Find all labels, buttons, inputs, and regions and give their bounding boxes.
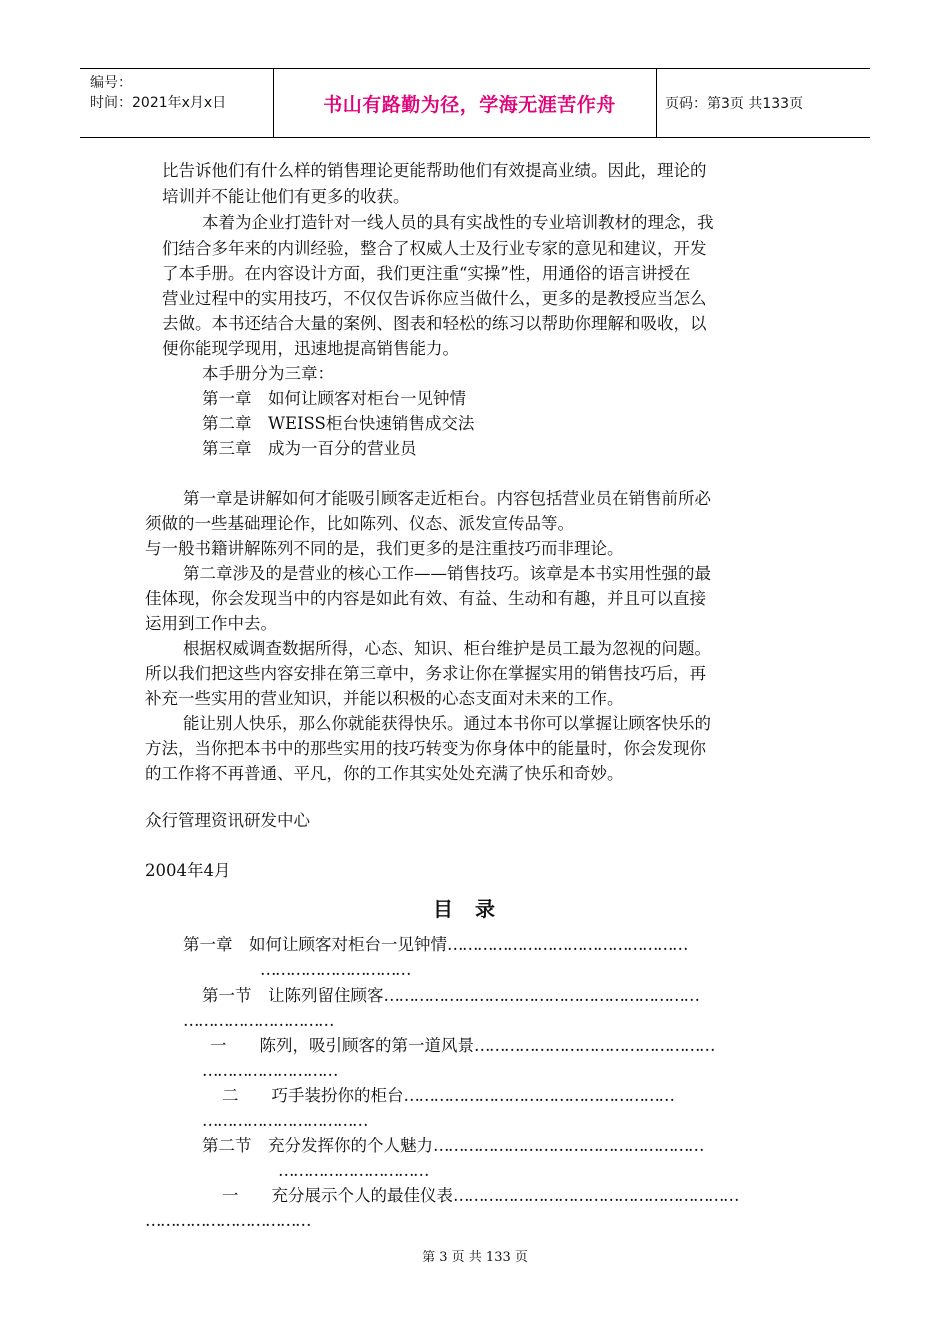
toc-entry-label: 第一章 如何让顾客对柜台一见钟情	[183, 935, 447, 954]
body-line: 第二章涉及的是营业的核心工作——销售技巧。该章是本书实用性强的最	[183, 564, 711, 583]
body-line: 们结合多年来的内训经验，整合了权威人士及行业专家的意见和建议，开发	[162, 239, 707, 258]
header-divider	[273, 69, 274, 137]
toc-leader: ……………………………	[145, 1211, 310, 1230]
page-header	[80, 68, 870, 138]
header-page-info: 页码：第3页 共133页	[665, 96, 804, 112]
body-line: 第一章是讲解如何才能吸引顾客走近柜台。内容包括营业员在销售前所必	[183, 489, 711, 508]
body-line: 便你能现学现用，迅速地提高销售能力。	[162, 339, 459, 358]
page-footer: 第 3 页 共 133 页	[422, 1250, 528, 1265]
toc-entry[interactable]	[222, 1183, 738, 1209]
number-label: 编号：	[90, 75, 132, 91]
body-line: 营业过程中的实用技巧，不仅仅告诉你应当做什么，更多的是教授应当怎么	[162, 289, 707, 308]
toc-leader-cont	[278, 1158, 428, 1184]
body-line: 与一般书籍讲解陈列不同的是，我们更多的是注重技巧而非理论。	[145, 539, 624, 558]
toc-leader-cont	[145, 1208, 310, 1234]
toc-title: 目录	[433, 897, 517, 921]
body-line: 本手册分为三章：	[202, 364, 334, 383]
body-line: 须做的一些基础理论作，比如陈列、仪态、派发宣传品等。	[145, 514, 574, 533]
body-line: 运用到工作中去。	[145, 614, 277, 633]
toc-leader: …………………………	[183, 1011, 333, 1030]
body-line: 培训并不能让他们有更多的收获。	[162, 187, 410, 206]
toc-entry[interactable]	[210, 1033, 714, 1059]
toc-leader-cont	[202, 1058, 337, 1084]
toc-leader: ………………………………………………	[403, 1086, 674, 1105]
body-line: 比告诉他们有什么样的销售理论更能帮助他们有效提高业绩。因此，理论的	[162, 161, 707, 180]
body-line: 的工作将不再普通、平凡，你的工作其实处处充满了快乐和奇妙。	[145, 764, 624, 783]
organization-signature: 众行管理资讯研发中心	[145, 811, 310, 830]
body-line: 根据权威调查数据所得，心态、知识、柜台维护是员工最为忽视的问题。	[183, 639, 711, 658]
toc-leader: ………………………………………………………	[383, 986, 699, 1005]
toc-entry[interactable]	[202, 1133, 703, 1159]
toc-entry-label: 第二节 充分发挥你的个人魅力	[202, 1136, 433, 1155]
toc-leader: …………………………………………	[447, 935, 687, 954]
body-line: 方法，当你把本书中的那些实用的技巧转变为你身体中的能量时，你会发现你	[145, 739, 706, 758]
toc-leader: …………………………	[260, 960, 410, 979]
toc-leader: ……………………………	[202, 1111, 367, 1130]
body-line: 本着为企业打造针对一线人员的具有实战性的专业培训教材的理念，我	[202, 213, 714, 232]
chapter-list-item: 第二章 WEISS柜台快速销售成交法	[202, 414, 475, 433]
toc-leader: …………………………………………	[474, 1036, 714, 1055]
toc-entry-label: 一 充分展示个人的最佳仪表	[222, 1186, 453, 1205]
toc-leader-cont	[183, 1008, 333, 1034]
toc-leader: ………………………	[202, 1061, 337, 1080]
toc-entry-label: 一 陈列，吸引顾客的第一道风景	[210, 1036, 474, 1055]
body-line: 能让别人快乐，那么你就能获得快乐。通过本书你可以掌握让顾客快乐的	[183, 714, 711, 733]
time-label: 时间：2021年x月x日	[90, 95, 227, 111]
toc-leader: ………………………………………………	[433, 1136, 703, 1155]
toc-leader-cont	[260, 957, 410, 983]
body-line: 佳体现，你会发现当中的内容是如此有效、有益、生动和有趣，并且可以直接	[145, 589, 706, 608]
chapter-list-item: 第三章 成为一百分的营业员	[202, 439, 417, 458]
toc-entry[interactable]	[183, 932, 687, 958]
body-line: 所以我们把这些内容安排在第三章中，务求让你在掌握实用的销售技巧后，再	[145, 664, 706, 683]
body-line: 补充一些实用的营业知识，并能以积极的心态支面对未来的工作。	[145, 689, 624, 708]
toc-entry[interactable]	[202, 983, 699, 1009]
body-line: 去做。本书还结合大量的案例、图表和轻松的练习以帮助你理解和吸收，以	[162, 314, 707, 333]
toc-entry-label: 第一节 让陈列留住顾客	[202, 986, 384, 1005]
toc-leader-cont	[202, 1108, 367, 1134]
toc-entry[interactable]	[222, 1083, 674, 1109]
header-motto: 书山有路勤为径，学海无涯苦作舟	[323, 93, 616, 116]
toc-entry-label: 二 巧手装扮你的柜台	[222, 1086, 404, 1105]
toc-leader: …………………………………………………	[453, 1186, 738, 1205]
body-line: 了本手册。在内容设计方面，我们更注重“实操”性，用通俗的语言讲授在	[162, 264, 691, 283]
toc-leader: …………………………	[278, 1161, 428, 1180]
header-meta	[90, 73, 226, 113]
document-date: 2004年4月	[145, 861, 231, 880]
chapter-list-item: 第一章 如何让顾客对柜台一见钟情	[202, 389, 466, 408]
